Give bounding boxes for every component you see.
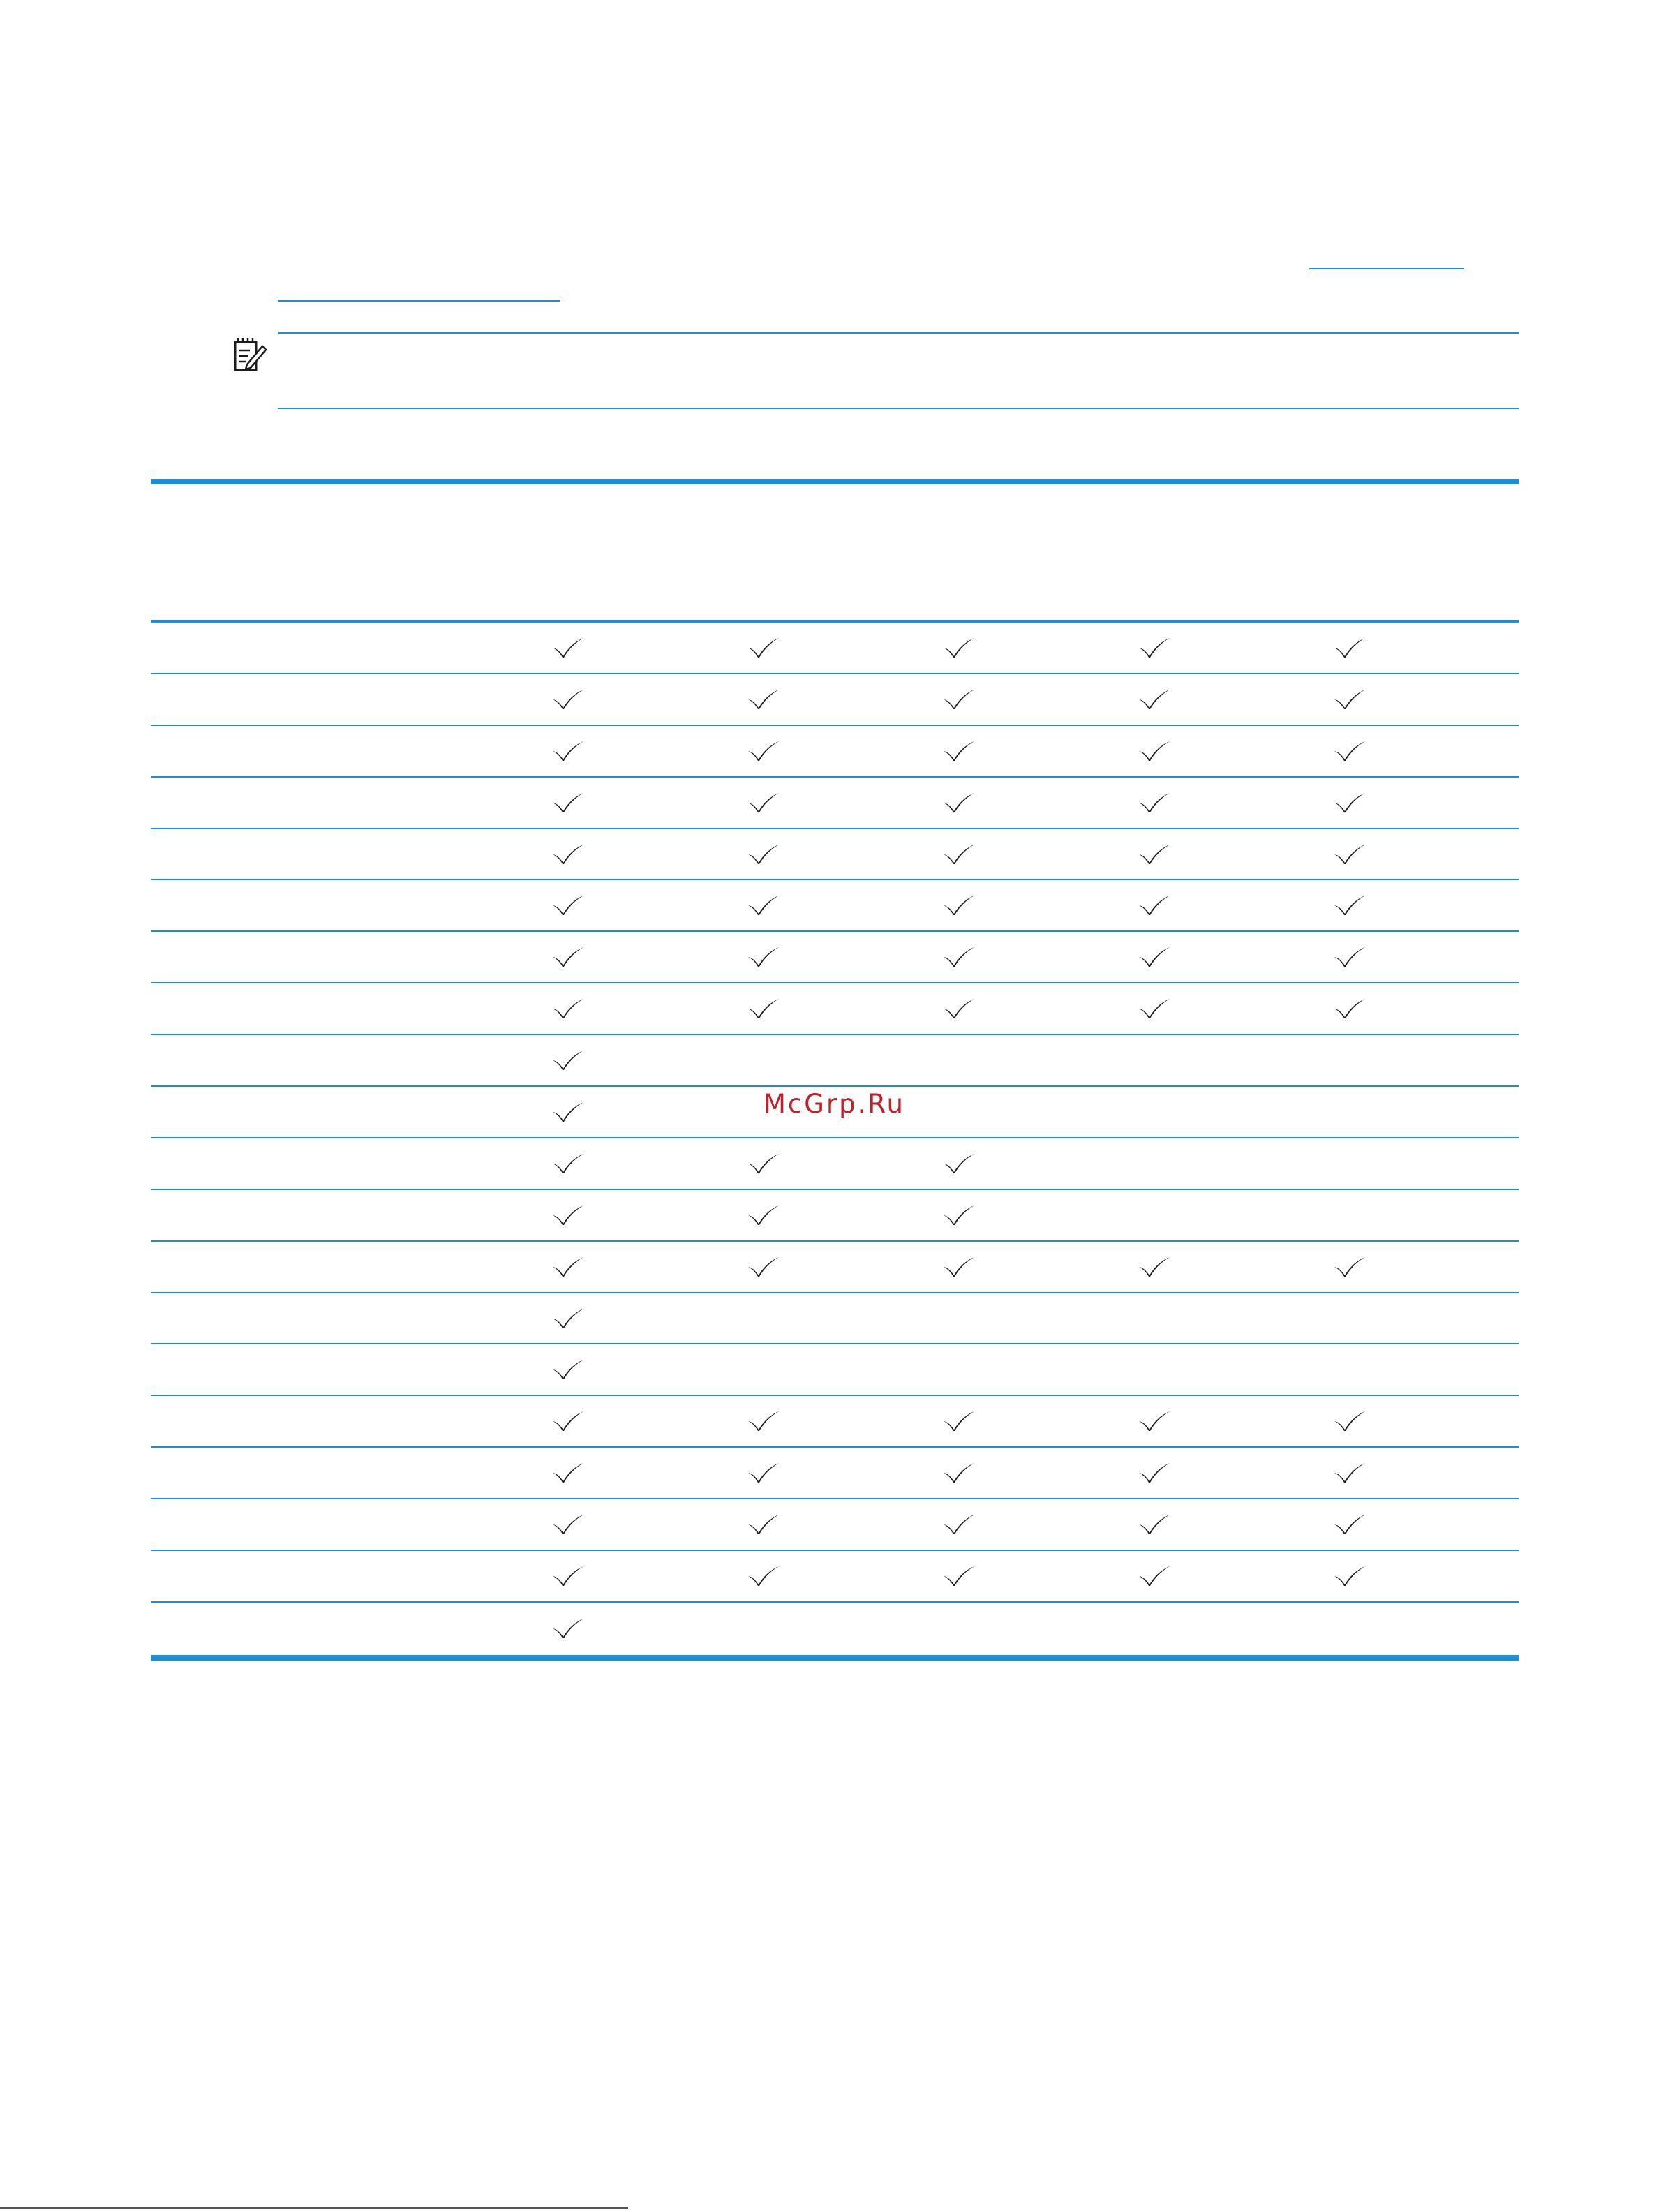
checkmark-icon	[743, 726, 784, 776]
checkmark-icon	[1133, 674, 1175, 725]
checkmark-icon	[743, 1448, 784, 1498]
checkmark-icon	[938, 1499, 980, 1550]
checkmark-icon	[547, 1035, 589, 1085]
checkmark-icon	[1329, 778, 1371, 828]
checkmark-icon	[547, 1087, 589, 1137]
link-underline-2[interactable]	[278, 300, 560, 302]
table-row	[151, 1242, 1519, 1293]
checkmark-icon	[1133, 1499, 1175, 1550]
table-row	[151, 932, 1519, 983]
checkmark-icon	[743, 880, 784, 930]
table-row	[151, 674, 1519, 726]
note-top-rule	[278, 332, 1519, 334]
checkmark-icon	[743, 1551, 784, 1601]
table-row	[151, 1603, 1519, 1654]
checkmark-icon	[547, 983, 589, 1034]
checkmark-icon	[938, 1396, 980, 1446]
checkmark-icon	[547, 726, 589, 776]
checkmark-icon	[1133, 932, 1175, 982]
checkmark-icon	[938, 1190, 980, 1240]
checkmark-icon	[938, 623, 980, 673]
checkmark-icon	[743, 674, 784, 725]
checkmark-icon	[547, 1138, 589, 1189]
checkmark-icon	[743, 829, 784, 879]
checkmark-icon	[743, 983, 784, 1034]
table-row	[151, 778, 1519, 829]
table-row	[151, 1138, 1519, 1190]
checkmark-icon	[1133, 829, 1175, 879]
checkmark-icon	[938, 674, 980, 725]
checkmark-icon	[1133, 1448, 1175, 1498]
checkmark-icon	[1329, 1551, 1371, 1601]
checkmark-icon	[1329, 726, 1371, 776]
checkmark-icon	[1329, 1396, 1371, 1446]
checkmark-icon	[1329, 1499, 1371, 1550]
checkmark-icon	[743, 1190, 784, 1240]
checkmark-icon	[743, 623, 784, 673]
checkmark-icon	[547, 1190, 589, 1240]
table-row	[151, 1396, 1519, 1448]
checkmark-icon	[1133, 778, 1175, 828]
table-row	[151, 623, 1519, 674]
compatibility-table	[151, 623, 1519, 1654]
table-row	[151, 726, 1519, 778]
link-underline-1[interactable]	[1309, 268, 1464, 269]
checkmark-icon	[547, 1396, 589, 1446]
checkmark-icon	[1329, 1242, 1371, 1292]
checkmark-icon	[547, 778, 589, 828]
checkmark-icon	[547, 932, 589, 982]
table-row	[151, 829, 1519, 881]
table-row	[151, 1551, 1519, 1603]
checkmark-icon	[938, 829, 980, 879]
checkmark-icon	[938, 1242, 980, 1292]
checkmark-icon	[1133, 726, 1175, 776]
checkmark-icon	[743, 778, 784, 828]
checkmark-icon	[743, 1242, 784, 1292]
checkmark-icon	[938, 1448, 980, 1498]
checkmark-icon	[743, 932, 784, 982]
checkmark-icon	[743, 1499, 784, 1550]
checkmark-icon	[547, 623, 589, 673]
checkmark-icon	[1329, 1448, 1371, 1498]
checkmark-icon	[547, 880, 589, 930]
checkmark-icon	[938, 726, 980, 776]
checkmark-icon	[938, 778, 980, 828]
checkmark-icon	[547, 829, 589, 879]
checkmark-icon	[1329, 674, 1371, 725]
checkmark-icon	[547, 1242, 589, 1292]
checkmark-icon	[547, 1603, 589, 1654]
checkmark-icon	[1329, 623, 1371, 673]
checkmark-icon	[547, 674, 589, 725]
footer-rule	[0, 2207, 628, 2209]
checkmark-icon	[547, 1293, 589, 1344]
checkmark-icon	[1329, 880, 1371, 930]
checkmark-icon	[547, 1499, 589, 1550]
checkmark-icon	[1133, 623, 1175, 673]
checkmark-icon	[1329, 829, 1371, 879]
checkmark-icon	[938, 880, 980, 930]
checkmark-icon	[743, 1396, 784, 1446]
note-pencil-icon	[233, 335, 267, 374]
watermark: McGrp.Ru	[764, 1089, 905, 1119]
checkmark-icon	[1133, 1551, 1175, 1601]
table-row	[151, 880, 1519, 932]
checkmark-icon	[1133, 983, 1175, 1034]
note-bottom-rule	[278, 408, 1519, 409]
table-row	[151, 1293, 1519, 1345]
checkmark-icon	[938, 932, 980, 982]
table-bottom-rule	[151, 1655, 1519, 1661]
checkmark-icon	[547, 1448, 589, 1498]
table-top-rule	[151, 479, 1519, 484]
checkmark-icon	[547, 1551, 589, 1601]
checkmark-icon	[938, 1551, 980, 1601]
table-row	[151, 983, 1519, 1035]
table-row	[151, 1499, 1519, 1551]
checkmark-icon	[547, 1344, 589, 1395]
checkmark-icon	[1329, 983, 1371, 1034]
table-row	[151, 1190, 1519, 1242]
table-row	[151, 1035, 1519, 1087]
checkmark-icon	[1329, 932, 1371, 982]
checkmark-icon	[1133, 1396, 1175, 1446]
table-row	[151, 1344, 1519, 1396]
checkmark-icon	[1133, 880, 1175, 930]
checkmark-icon	[938, 983, 980, 1034]
checkmark-icon	[743, 1138, 784, 1189]
checkmark-icon	[938, 1138, 980, 1189]
table-row	[151, 1448, 1519, 1499]
checkmark-icon	[1133, 1242, 1175, 1292]
